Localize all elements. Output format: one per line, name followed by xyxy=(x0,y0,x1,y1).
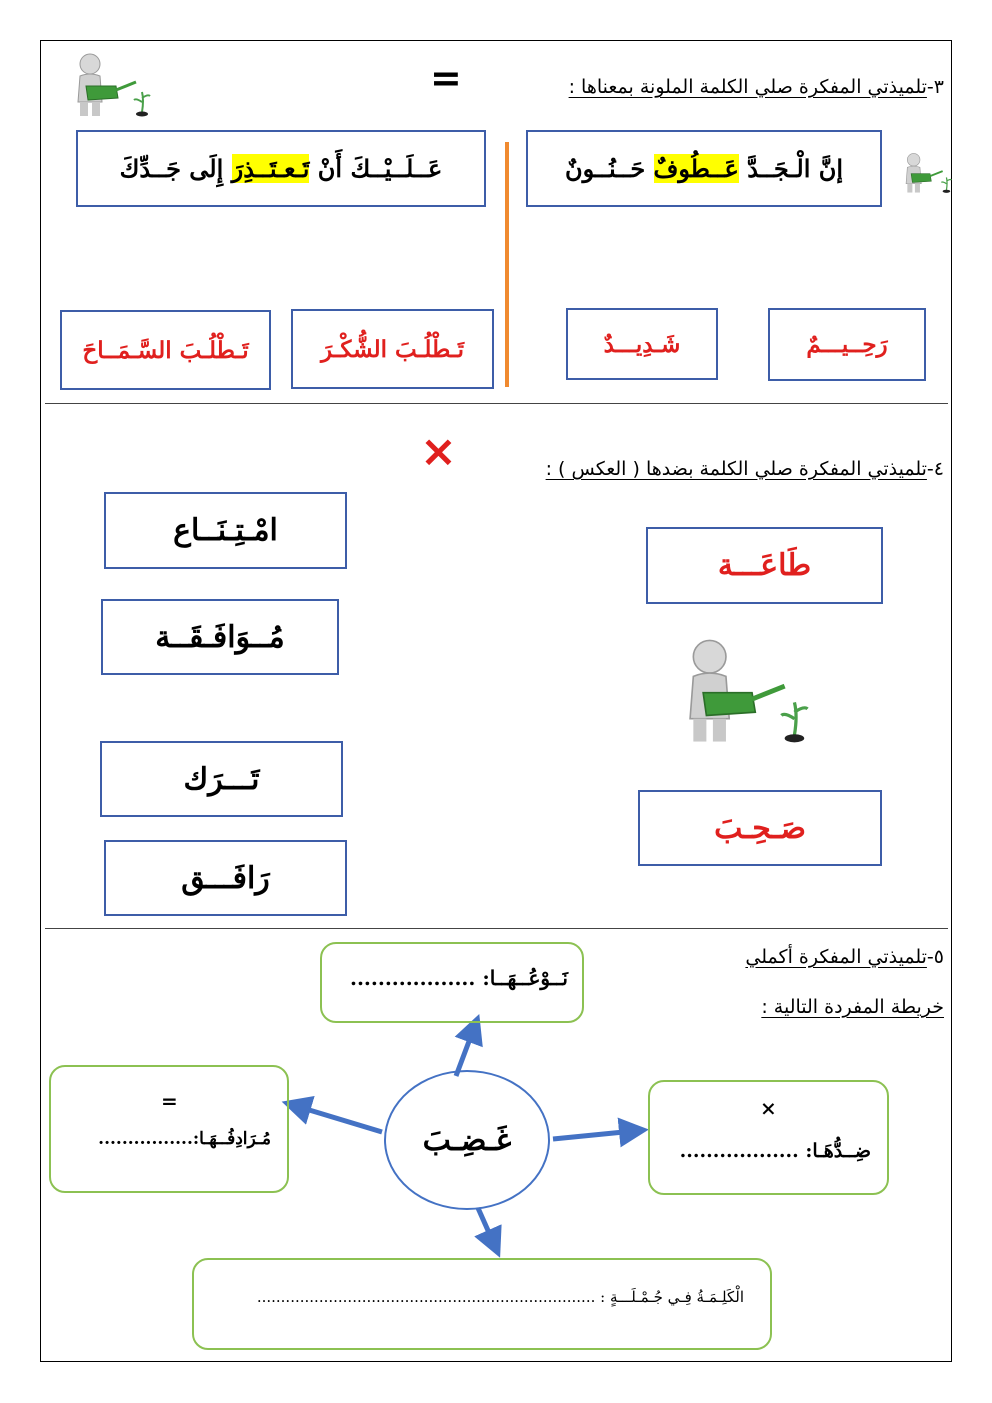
left-word: تَـــرَك xyxy=(183,761,260,797)
center-word-circle xyxy=(384,1070,550,1210)
left-word: رَافَـــق xyxy=(181,860,270,896)
right-word: طَاعَـــة xyxy=(717,548,812,583)
highlighted-word[interactable]: عَــطُوفٌ xyxy=(653,154,739,183)
antonym-blank[interactable]: .................. xyxy=(679,1140,799,1162)
sentence-text: إِلَى جَــدِّكَ xyxy=(119,154,232,183)
center-word: غَـضِـبَ xyxy=(422,1122,512,1158)
antonym-box xyxy=(648,1080,889,1195)
type-label: نَــوْعُــهَــا: xyxy=(482,966,568,990)
left-word: مُــوَافَـقَــة xyxy=(155,619,285,655)
sentence-text: عَــلَــيْــكَ أَنْ xyxy=(309,154,443,183)
sentence-blank[interactable]: ....................................................................... xyxy=(256,1288,596,1306)
sentence-box xyxy=(192,1258,772,1350)
option-word: تَـطْلُـبَ السَّـمَــاحَ xyxy=(82,336,249,364)
right-word: صَـحِـبَ xyxy=(714,810,806,846)
equals-symbol: = xyxy=(161,1089,178,1113)
synonym-box xyxy=(49,1065,289,1193)
synonym-blank[interactable]: ................ xyxy=(98,1129,193,1149)
section5-title: ٥-تلميذتي المفكرة أكملي xyxy=(745,946,944,968)
sentence-label: الْكَلِـمَـةُ فِـي جُـمْـلَـــةٍ : xyxy=(600,1288,744,1306)
option-word: رَحِــيـــمٌ xyxy=(806,331,888,358)
antonym-label: ضِــدُّهَـا: xyxy=(805,1140,871,1162)
equals-symbol: = xyxy=(430,56,462,100)
sentence-text: حَــنُــونٌ xyxy=(564,154,654,183)
section4-title: ٤-تلميذتي المفكرة صلي الكلمة بضدها ( العكس ) : xyxy=(545,458,944,480)
type-blank[interactable]: .................. xyxy=(350,966,476,990)
synonym-label: مُـرَادِفُــهَـا: xyxy=(192,1129,271,1149)
section5-title-line2: خريطة المفردة التالية : xyxy=(761,996,944,1018)
sentence-text: إنَّ الْـجَــدَّ xyxy=(738,154,844,183)
left-word: امْـتِـنَــاع xyxy=(173,513,278,548)
cross-symbol: × xyxy=(760,1096,777,1120)
highlighted-word[interactable]: تَـعـتَــذِرَ xyxy=(231,154,310,183)
type-box xyxy=(320,942,584,1023)
option-word: شَـدِيـــدٌ xyxy=(603,330,681,358)
section3-title: ٣-تلميذتي المفكرة صلي الكلمة الملونة بمعناها : xyxy=(568,76,944,98)
cross-symbol: × xyxy=(420,426,457,477)
option-word: تَـطْلُـبَ الشُّكْـرَ xyxy=(321,335,464,363)
